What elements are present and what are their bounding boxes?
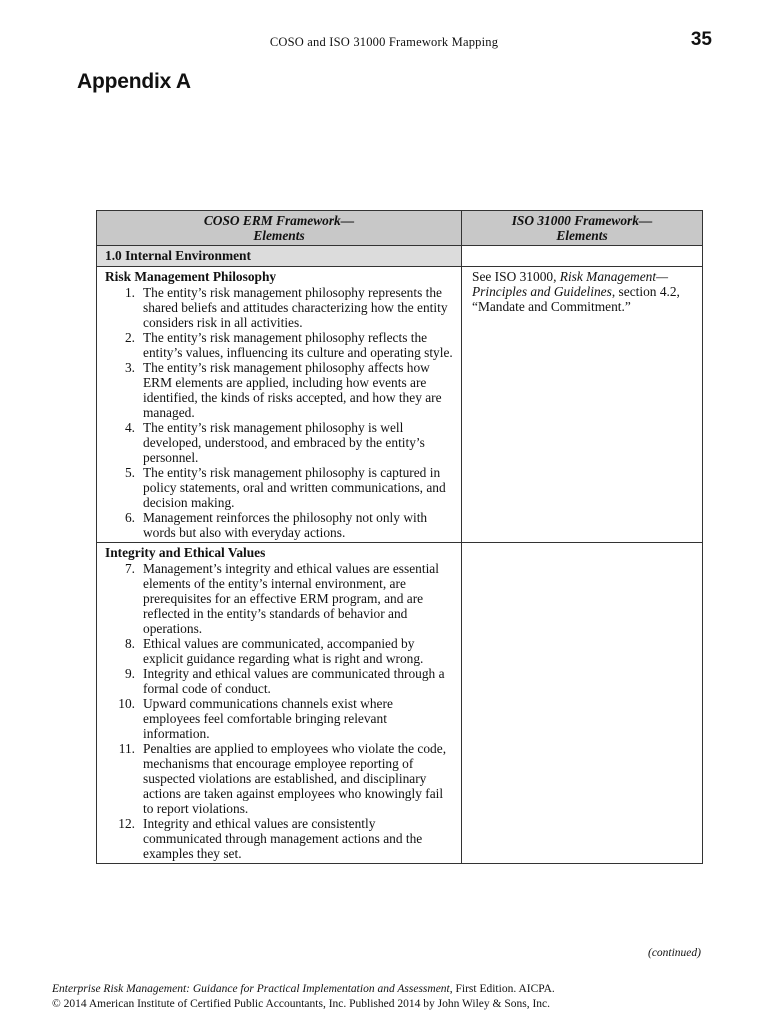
- coso-column-header: [97, 211, 462, 246]
- item-number: 11.: [118, 741, 135, 756]
- footer-edition: , First Edition. AICPA.: [449, 983, 555, 995]
- list-item: [105, 510, 453, 540]
- section-blank-cell: [462, 246, 703, 267]
- iso-reference-cell: [462, 267, 703, 543]
- iso-ref-title: Risk Management—Principles and Guidelines: [472, 269, 668, 299]
- philosophy-list: [105, 285, 453, 540]
- list-item: [105, 636, 453, 666]
- framework-mapping-table: [96, 210, 703, 864]
- item-number: 12.: [118, 816, 135, 831]
- section-title: 1.0 Internal Environment: [97, 246, 462, 267]
- item-number: 7.: [124, 561, 135, 576]
- item-number: 3.: [124, 360, 135, 375]
- footer-citation: [52, 983, 555, 995]
- footer-book-title: Enterprise Risk Management: Guidance for Practical Implementation and Assessment: [52, 983, 450, 995]
- philosophy-cell: [97, 267, 462, 543]
- group-heading: Risk Management Philosophy: [105, 269, 277, 284]
- coso-header-line1: COSO ERM Framework—: [203, 213, 355, 228]
- integrity-cell: [97, 543, 462, 864]
- list-item: [105, 330, 453, 360]
- item-text: The entity’s risk management philosophy affects how ERM elements are applied, including how events are identified, the kinds of risks accepted, and how they are managed.: [143, 360, 442, 420]
- iso-ref-suffix: , section 4.2, “Mandate and Commitment.”: [472, 284, 680, 314]
- iso-ref-prefix: See ISO 31000,: [472, 269, 560, 284]
- item-text: Upward communications channels exist where employees feel comfortable bringing relevant information.: [143, 696, 393, 741]
- item-number: 4.: [124, 420, 135, 435]
- appendix-title: Appendix A: [77, 70, 191, 93]
- list-item: [105, 561, 453, 636]
- list-item: [105, 420, 453, 465]
- item-text: Ethical values are communicated, accompanied by explicit guidance regarding what is right and wrong.: [143, 636, 424, 666]
- list-item: [105, 741, 453, 816]
- item-text: The entity’s risk management philosophy is captured in policy statements, oral and written communications, and decision making.: [143, 465, 446, 510]
- item-text: Management’s integrity and ethical values are essential elements of the entity’s internal environment, are prerequisites for an effective ERM program, and are reflected in the entity’s standards of behavior and operations.: [143, 561, 439, 636]
- table-row: [97, 543, 703, 864]
- iso-header-line1: ISO 31000 Framework—: [511, 213, 653, 228]
- item-text: Integrity and ethical values are consistently communicated through management actions and the examples they set.: [143, 816, 423, 861]
- continued-note: (continued): [647, 947, 701, 959]
- table-header-row: [97, 211, 703, 246]
- list-item: [105, 465, 453, 510]
- coso-header-line2: Elements: [253, 228, 305, 243]
- iso-header-line2: Elements: [556, 228, 608, 243]
- list-item: [105, 816, 453, 861]
- item-number: 10.: [118, 696, 135, 711]
- running-head: COSO and ISO 31000 Framework Mapping: [269, 35, 499, 49]
- item-text: Management reinforces the philosophy not only with words but also with everyday actions.: [143, 510, 428, 540]
- item-number: 9.: [124, 666, 135, 681]
- item-number: 6.: [124, 510, 135, 525]
- iso-empty-cell: [462, 543, 703, 864]
- item-text: The entity’s risk management philosophy represents the shared beliefs and attitudes characterizing how the entity considers risk in all activities.: [143, 285, 448, 330]
- iso-column-header: [462, 211, 703, 246]
- item-number: 8.: [124, 636, 135, 651]
- footer-copyright: © 2014 American Institute of Certified Public Accountants, Inc. Published 2014 by John Wiley & Sons, Inc.: [52, 998, 551, 1010]
- item-text: Integrity and ethical values are communicated through a formal code of conduct.: [143, 666, 445, 696]
- list-item: [105, 285, 453, 330]
- group-heading: Integrity and Ethical Values: [105, 545, 266, 560]
- item-number: 5.: [124, 465, 135, 480]
- integrity-list: [105, 561, 453, 861]
- item-text: The entity’s risk management philosophy reflects the entity’s values, influencing its culture and operating style.: [143, 330, 453, 360]
- list-item: [105, 360, 453, 420]
- item-text: Penalties are applied to employees who violate the code, mechanisms that encourage employee reporting of suspected violations are established, and disciplinary actions are taken against employees who knowingly fail to report violations.: [143, 741, 447, 816]
- list-item: [105, 666, 453, 696]
- item-number: 1.: [124, 285, 135, 300]
- item-number: 2.: [124, 330, 135, 345]
- item-text: The entity’s risk management philosophy is well developed, understood, and embraced by the entity’s personnel.: [143, 420, 425, 465]
- section-row: [97, 246, 703, 267]
- list-item: [105, 696, 453, 741]
- page-number: 35: [690, 29, 712, 50]
- table-row: [97, 267, 703, 543]
